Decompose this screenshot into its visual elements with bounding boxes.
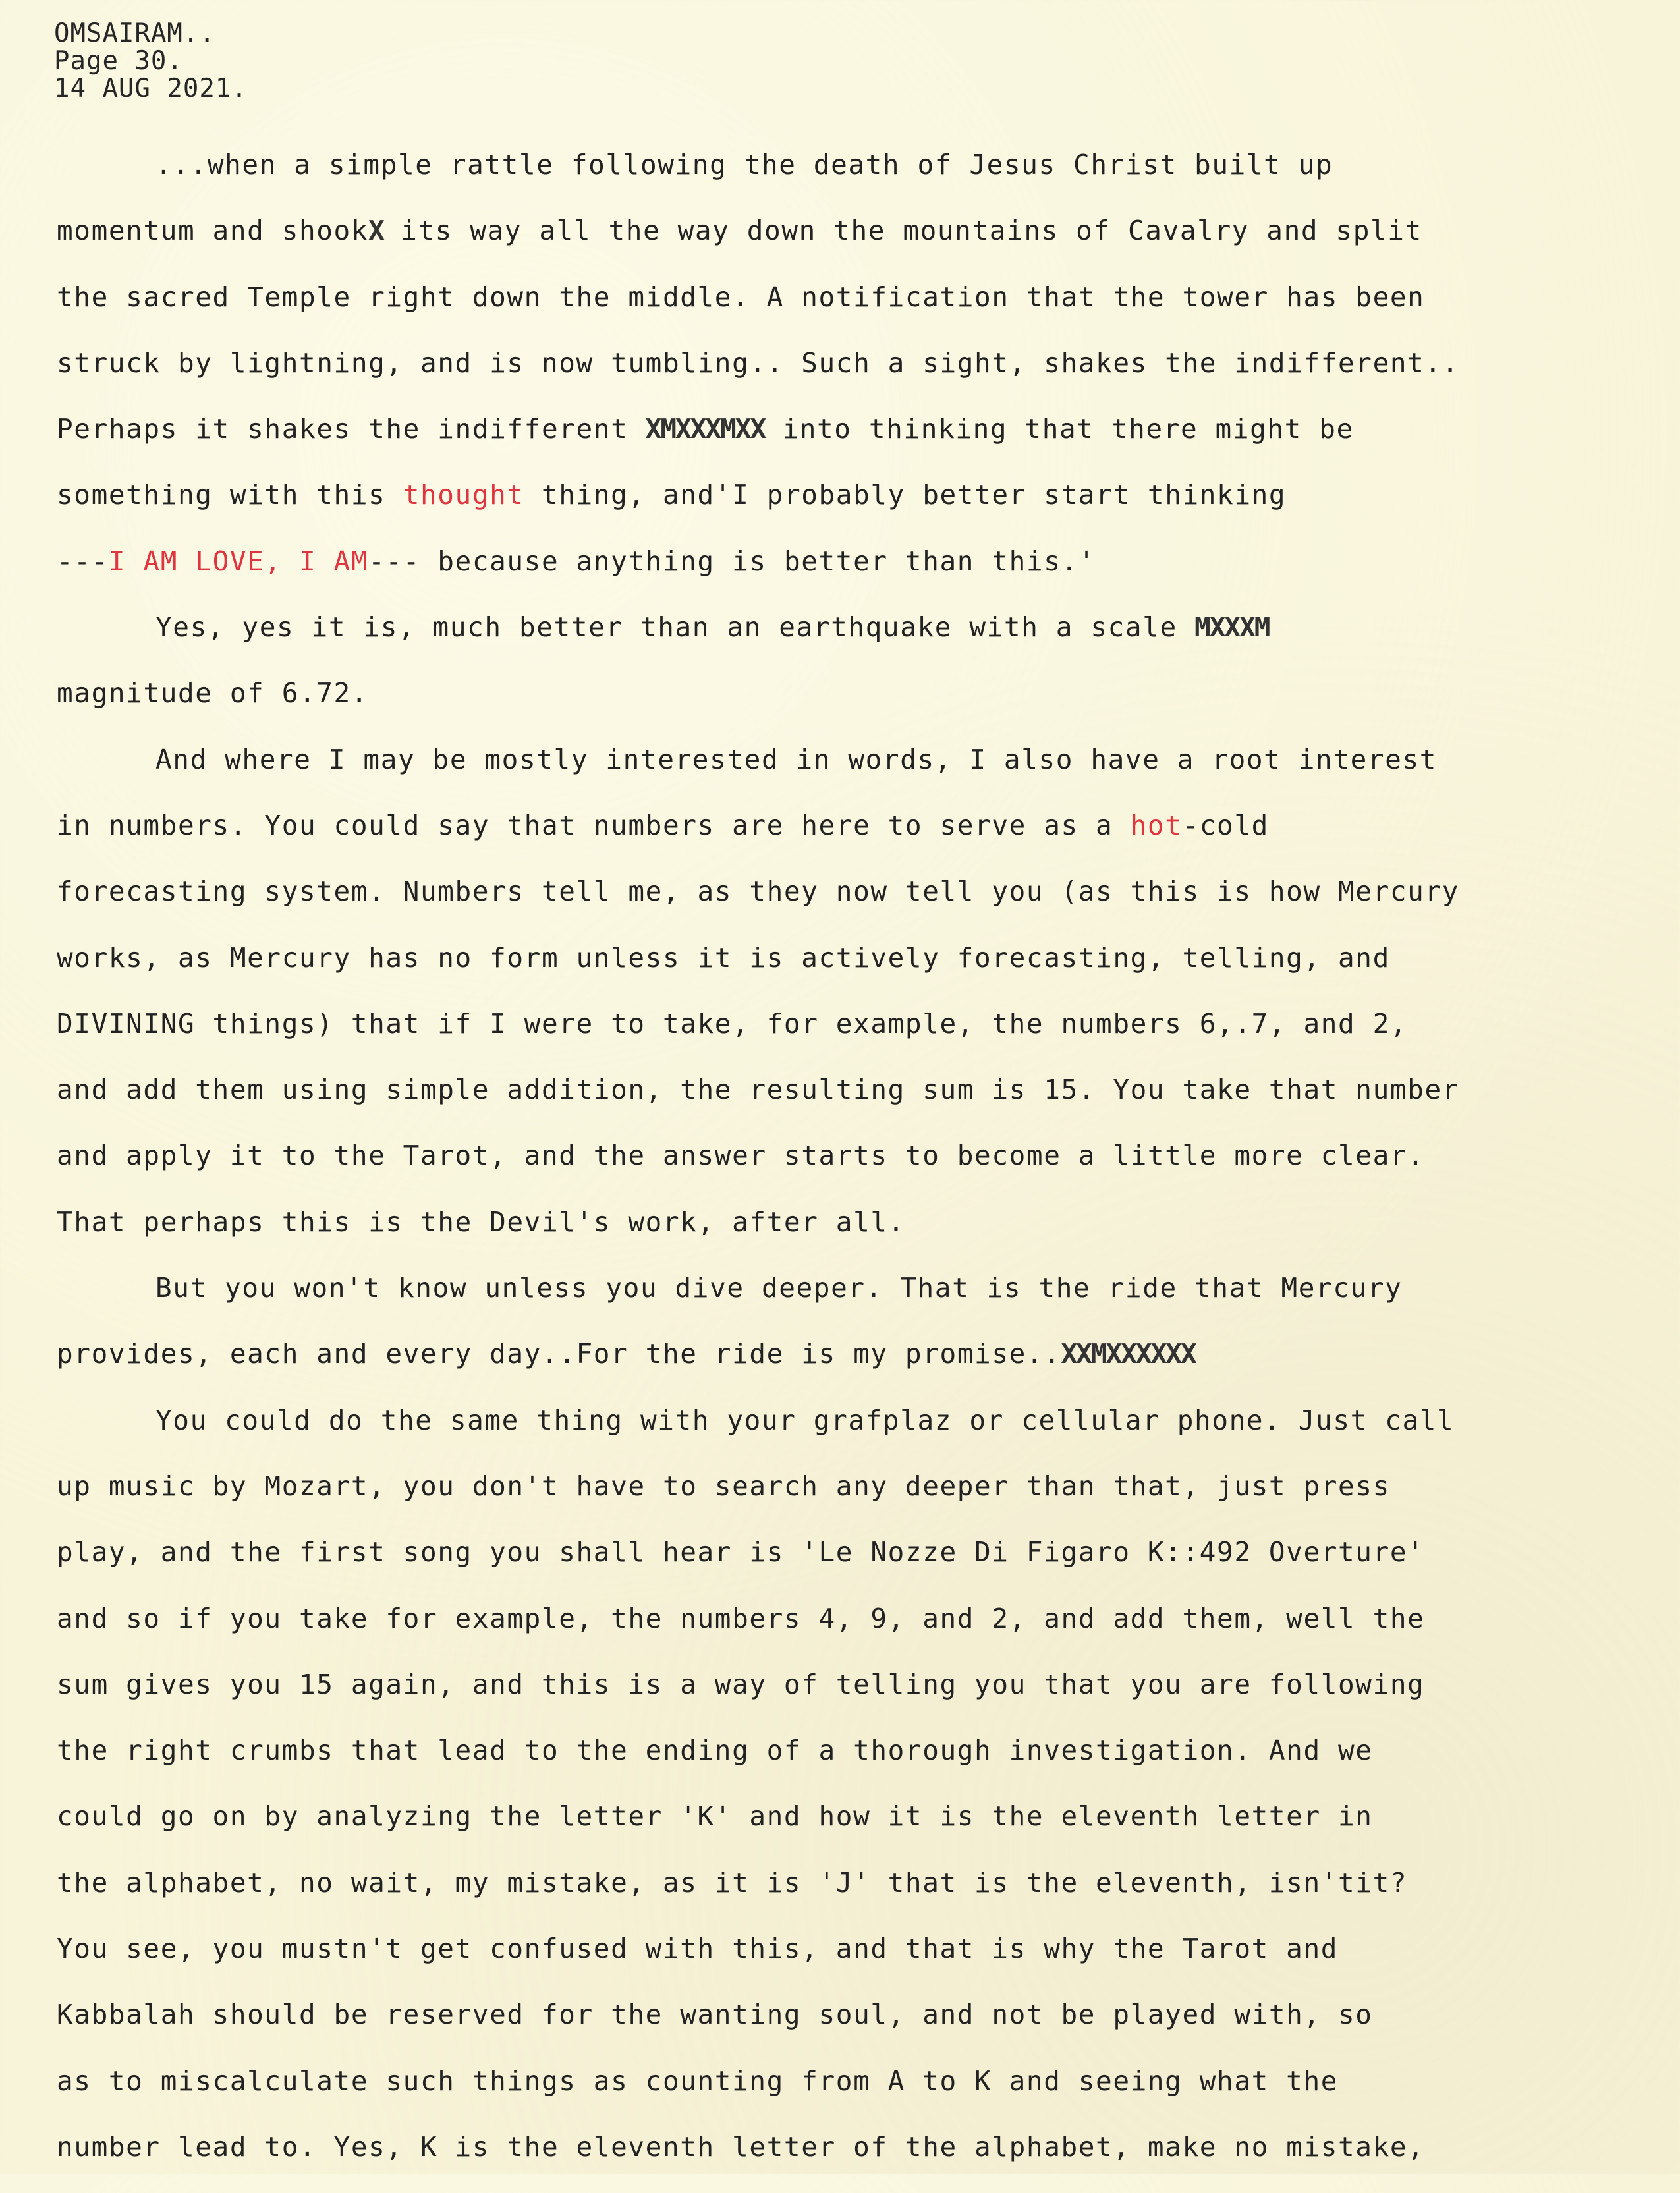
text-line [57,607,1658,673]
line-text: struck by lightning, and is now tumbling.. Such a sight, shakes the indifferent.. [57,347,1460,379]
struck-out-text: X [368,215,383,247]
text-line [57,1599,1658,1665]
line-text: its way all the way down the mountains of Cavalry and split [383,215,1422,247]
text-line [57,1863,1658,1929]
line-text: ...when a simple rattle following the death of Jesus Christ built up [155,149,1333,180]
red-ink-text: I AM LOVE, I AM [108,545,369,577]
red-ink-text: hot [1130,809,1183,841]
text-line [57,1796,1658,1862]
red-ink-text: thought [403,479,524,511]
line-text: provides, each and every day..For the ride is my promise.. [57,1338,1061,1370]
line-text: You see, you mustn't get confused with this, and that is why the Tarot and [57,1933,1339,1965]
line-text: Perhaps it shakes the indifferent [57,413,646,445]
text-line [57,1466,1658,1532]
text-line [57,1334,1658,1400]
text-line [57,2061,1658,2127]
text-line [57,1268,1658,1334]
text-line [57,806,1658,872]
header-title: OMSAIRAM.. [54,18,215,48]
line-text: momentum and shook [57,215,369,247]
line-text: thing, and'I probably better start thinking [524,479,1287,511]
text-line [57,1731,1658,1796]
line-text: could go on by analyzing the letter 'K' and how it is the eleventh letter in [57,1800,1373,1833]
line-text: And where I may be mostly interested in words, I also have a root interest [155,743,1438,775]
header-date: 14 AUG 2021. [54,74,248,103]
text-line [57,1202,1658,1268]
text-line [57,475,1658,541]
line-text: the right crumbs that lead to the ending of a thorough investigation. And we [57,1735,1373,1767]
text-line [57,1004,1658,1070]
line-text: and so if you take for example, the numbers 4, 9, and 2, and add them, well the [57,1602,1425,1634]
text-line [57,1995,1658,2061]
struck-out-text: XXMXXXXXX [1061,1338,1196,1370]
line-text: But you won't know unless you dive deeper. That is the ride that Mercury [155,1272,1403,1304]
text-line [57,409,1658,475]
text-line [57,872,1658,937]
line-text: --- because anything is better than this.' [368,545,1096,577]
line-text: and apply it to the Tarot, and the answer starts to become a little more clear. [57,1140,1425,1172]
text-line [57,1665,1658,1731]
line-text: something with this [57,479,403,511]
header-page-number: Page 30. [54,46,183,76]
text-line [57,343,1658,409]
line-text: DIVINING things) that if I were to take, for example, the numbers 6,.7, and 2, [57,1007,1408,1040]
line-text: -cold [1182,809,1269,841]
line-text: --- [57,545,109,577]
text-line [57,277,1658,343]
page-header [54,20,248,103]
text-line [57,1532,1658,1598]
text-line [57,1136,1658,1202]
line-text: up music by Mozart, you don't have to search any deeper than that, just press [57,1470,1390,1502]
struck-out-text: MXXXM [1194,611,1270,644]
line-text: the sacred Temple right down the middle. A notification that the tower has been [57,281,1425,313]
text-line [57,740,1658,806]
text-line [57,673,1658,739]
line-text: in numbers. You could say that numbers are here to serve as a [57,809,1131,841]
text-line [57,541,1658,607]
text-line [57,1929,1658,1995]
text-line [57,938,1658,1004]
line-text: as to miscalculate such things as counting from A to K and seeing what the [57,2065,1339,2097]
text-line [57,1401,1658,1466]
line-text: number lead to. Yes, K is the eleventh letter of the alphabet, make no mistake, [57,2130,1425,2163]
body-text [57,145,1658,2193]
line-text: Kabbalah should be reserved for the wanting soul, and not be played with, so [57,1999,1373,2031]
line-text: and add them using simple addition, the resulting sum is 15. You take that number [57,1074,1460,1106]
line-text: magnitude of 6.72. [57,677,369,709]
line-text: works, as Mercury has no form unless it is actively forecasting, telling, and [57,941,1390,974]
line-text: forecasting system. Numbers tell me, as they now tell you (as this is how Mercury [57,875,1460,908]
line-text: Yes, yes it is, much better than an earthquake with a scale [155,611,1195,644]
text-line [57,1070,1658,1136]
text-line [57,145,1658,211]
line-text: play, and the first song you shall hear is 'Le Nozze Di Figaro K::492 Overture' [57,1536,1425,1568]
line-text: the alphabet, no wait, my mistake, as it is 'J' that is the eleventh, isn'tit? [57,1866,1408,1899]
text-line [57,211,1658,277]
line-text: sum gives you 15 again, and this is a way of telling you that you are following [57,1668,1425,1700]
text-line [57,2127,1658,2193]
line-text: That perhaps this is the Devil's work, after all. [57,1206,905,1238]
struck-out-text: XMXXXMXX [645,413,766,445]
line-text: You could do the same thing with your grafplaz or cellular phone. Just call [155,1404,1455,1436]
line-text: into thinking that there might be [765,413,1354,445]
